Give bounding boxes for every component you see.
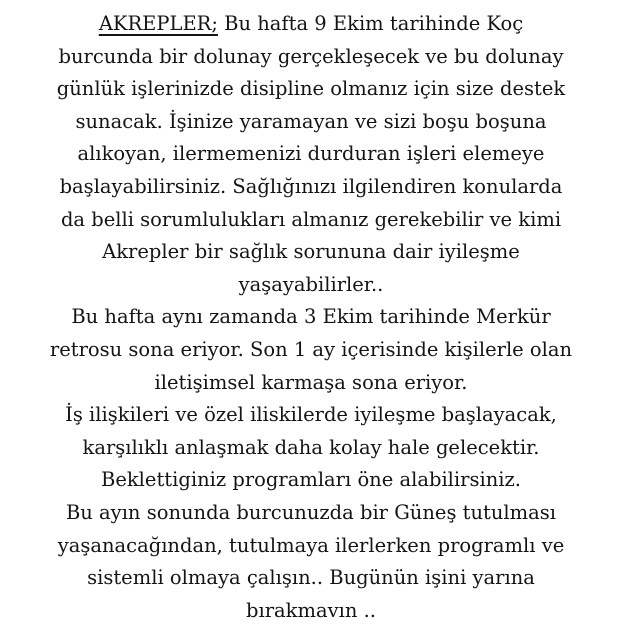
- text-line-2: burcunda bir dolunay gerçekleşecek ve bu dolunay: [58, 44, 564, 68]
- text-line-14: karşılıklı anlaşmak daha kolay hale gelecektir.: [82, 435, 540, 459]
- text-line-8: Akrepler bir sağlık sorununa dair iyileşme: [102, 240, 520, 264]
- text-line-19: bırakmavın ..: [245, 598, 376, 622]
- text-line-5: alıkoyan, ilermemenizi durduran işleri elemeye: [77, 142, 545, 166]
- text-line-4: sunacak. İşinize yaramayan ve sizi boşu boşuna: [75, 109, 547, 133]
- text-line-3: günlük işlerinizde disipline olmanız için size destek: [56, 77, 566, 101]
- text-line-6: başlayabilirsiniz. Sağlığınızı ilgilendiren konularda: [59, 174, 563, 198]
- heading-akrepler: AKREPLER;: [98, 12, 218, 35]
- text-line-11: retrosu sona eriyor. Son 1 ay içerisinde kişilerle olan: [49, 337, 573, 361]
- text-line-16: Bu ayın sonunda burcunuzda bir Güneş tutulması: [65, 500, 557, 524]
- text-line-1-rest: Bu hafta 9 Ekim tarihinde Koç: [217, 12, 524, 35]
- text-line-1: [6, 8, 616, 41]
- text-line-13: İş ilişkileri ve özel iliskilerde iyileşme başlayacak,: [65, 403, 557, 427]
- text-line-9: yaşayabilirler..: [238, 272, 384, 296]
- text-line-10: Bu hafta aynı zamanda 3 Ekim tarihinde Merkür: [71, 305, 551, 329]
- text-line-7: da belli sorumlulukları almanız gerekebilir ve kimi: [60, 207, 562, 231]
- text-line-17: yaşanacağından, tutulmaya ilerlerken programlı ve: [57, 533, 565, 557]
- text-line-15: Beklettiginiz programları öne alabilirsiniz.: [101, 468, 521, 492]
- text-line-18: sistemli olmaya çalışın.. Bugünün işini yarına: [87, 566, 535, 590]
- text-line-12: iletişimsel karmaşa sona eriyor.: [154, 370, 468, 394]
